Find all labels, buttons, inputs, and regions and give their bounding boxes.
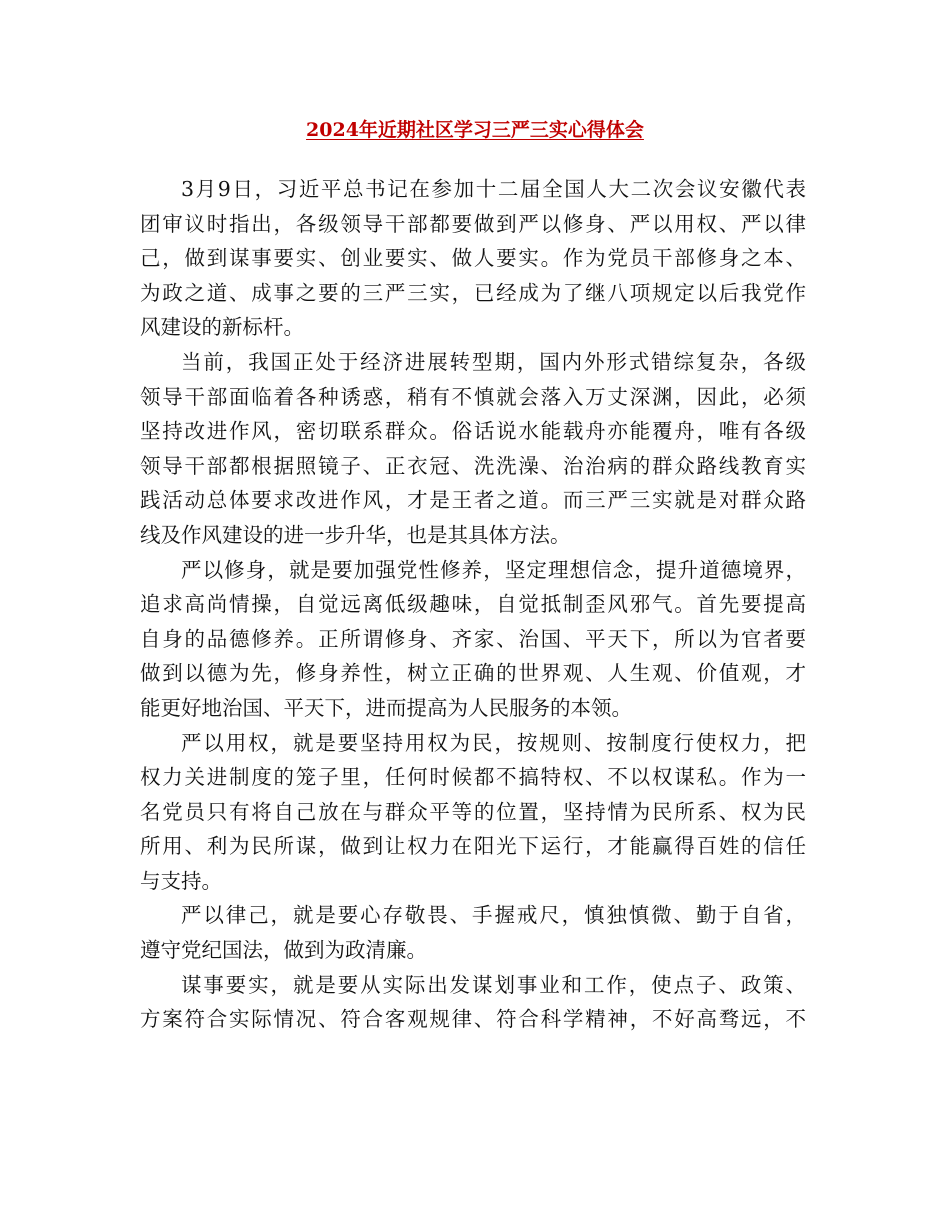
text-line: 严以律己，就是要心存敬畏、手握戒尺，慎独慎微、勤于自省， [181,903,806,928]
text-line: 能更好地治国、平天下，进而提高为人民服务的本领。 [140,695,632,720]
text-line: 遵守党纪国法，做到为政清廉。 [140,938,427,963]
text-line: 谋事要实，就是要从实际出发谋划事业和工作，使点子、政策、 [181,972,806,997]
text-line: 风建设的新标杆。 [140,315,304,340]
text-line: 所用、利为民所谋，做到让权力在阳光下运行，才能赢得百姓的信任 [140,834,806,859]
text-line: 践活动总体要求改进作风，才是王者之道。而三严三实就是对群众路 [140,488,806,513]
text-line: 为政之道、成事之要的三严三实，已经成为了继八项规定以后我党作 [140,280,806,305]
text-line: 当前，我国正处于经济进展转型期，国内外形式错综复杂，各级 [181,349,806,374]
paragraph-6 [140,968,806,1037]
text-line: 领导干部都根据照镜子、正衣冠、洗洗澡、治治病的群众路线教育实 [140,453,806,478]
paragraph-2 [140,345,806,553]
text-line: 领导干部面临着各种诱惑，稍有不慎就会落入万丈深渊，因此，必须 [140,384,806,409]
document-body [140,172,806,1037]
text-line: 团审议时指出，各级领导干部都要做到严以修身、严以用权、严以律 [140,211,806,236]
paragraph-3 [140,553,806,726]
text-line: 做到以德为先，修身养性，树立正确的世界观、人生观、价值观，才 [140,661,806,686]
paragraph-5 [140,898,806,967]
text-line: 方案符合实际情况、符合客观规律、符合科学精神，不好高骛远，不 [140,1007,806,1032]
text-line: 己，做到谋事要实、创业要实、做人要实。作为党员干部修身之本、 [140,246,806,271]
text-line: 3月9日，习近平总书记在参加十二届全国人大二次会议安徽代表 [181,177,806,201]
text-line: 坚持改进作风，密切联系群众。俗话说水能载舟亦能覆舟，唯有各级 [140,419,806,444]
paragraph-1 [140,172,806,345]
document-title: 2024年近期社区学习三严三实心得体会 [306,119,644,141]
text-line: 权力关进制度的笼子里，任何时候都不搞特权、不以权谋私。作为一 [140,765,806,790]
text-line: 追求高尚情操，自觉远离低级趣味，自觉抵制歪风邪气。首先要提高 [140,592,806,617]
text-line: 严以用权，就是要坚持用权为民，按规则、按制度行使权力，把 [181,730,806,755]
text-line: 自身的品德修养。正所谓修身、齐家、治国、平天下，所以为官者要 [140,626,806,651]
paragraph-4 [140,726,806,899]
text-line: 名党员只有将自己放在与群众平等的位置，坚持情为民所系、权为民 [140,799,806,824]
text-line: 与支持。 [140,868,222,893]
text-line: 线及作风建设的进一步升华，也是其具体方法。 [140,522,571,547]
text-line: 严以修身，就是要加强党性修养，坚定理想信念，提升道德境界， [181,557,806,582]
